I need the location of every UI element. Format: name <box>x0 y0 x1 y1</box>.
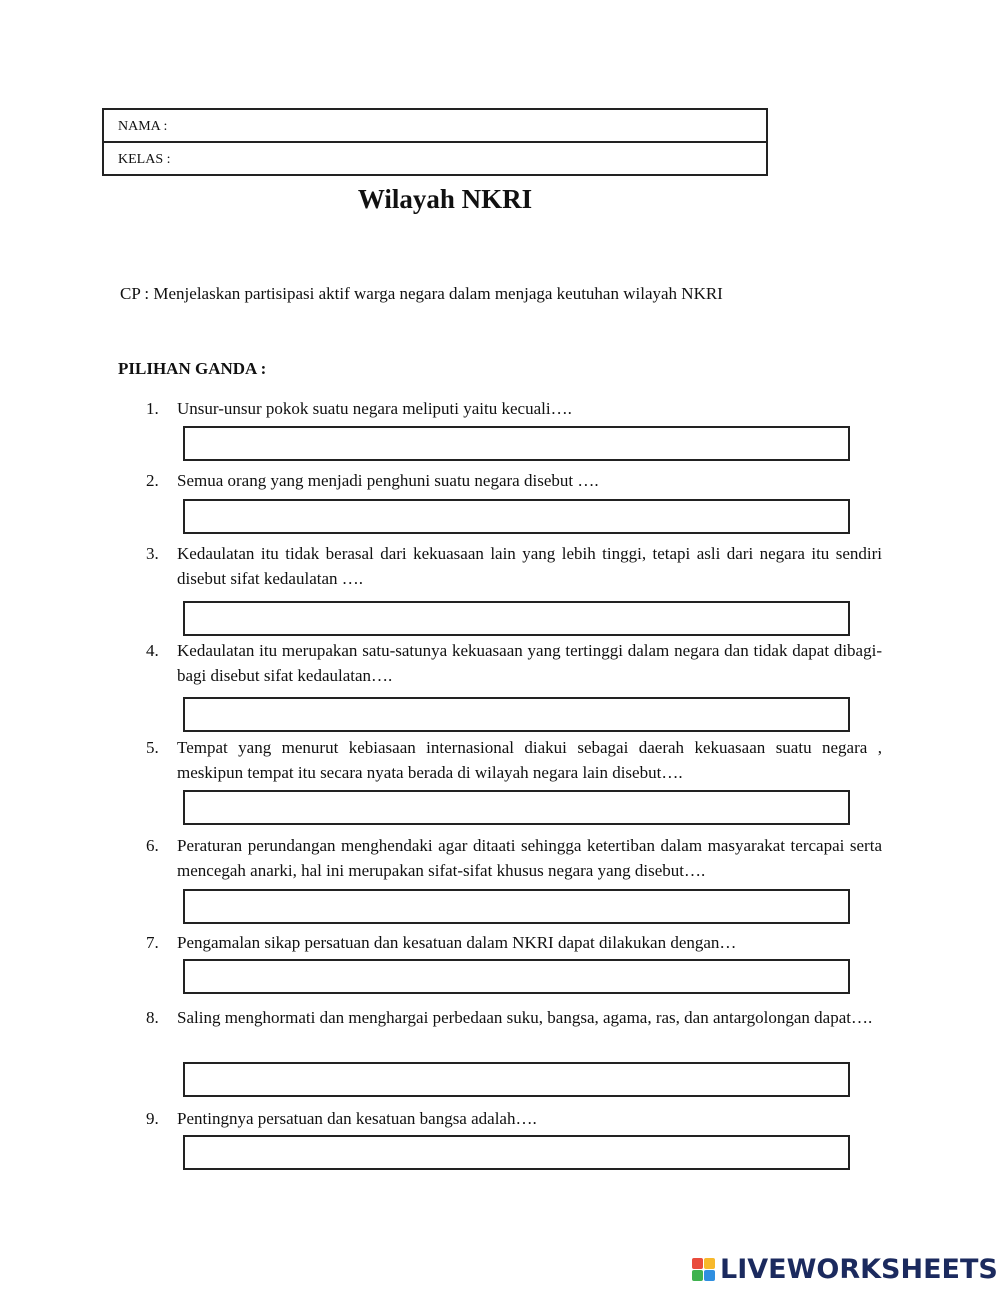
logo-square-blue <box>704 1270 715 1281</box>
question-6 <box>146 833 882 883</box>
answer-field-8[interactable] <box>183 1062 850 1097</box>
answer-field-3[interactable] <box>183 601 850 636</box>
name-row[interactable] <box>104 110 766 143</box>
question-number: 7. <box>146 933 159 952</box>
page-title: Wilayah NKRI <box>357 184 533 214</box>
answer-field-2[interactable] <box>183 499 850 534</box>
question-7 <box>146 930 882 955</box>
question-text: Pentingnya persatuan dan kesatuan bangsa adalah…. <box>177 1109 537 1128</box>
question-1 <box>146 396 882 421</box>
question-number: 9. <box>146 1109 159 1128</box>
question-text: Pengamalan sikap persatuan dan kesatuan dalam NKRI dapat dilakukan dengan… <box>177 933 737 952</box>
question-number: 6. <box>146 836 159 855</box>
logo-text: LIVEWORKSHEETS <box>720 1253 998 1285</box>
answer-field-6[interactable] <box>183 889 850 924</box>
question-number: 4. <box>146 641 159 660</box>
logo-square-red <box>692 1258 703 1269</box>
name-label: NAMA : <box>118 119 168 134</box>
question-number: 3. <box>146 544 159 563</box>
question-5 <box>146 735 882 785</box>
question-4 <box>146 638 882 688</box>
question-text: Saling menghormati dan menghargai perbedaan suku, bangsa, agama, ras, dan antargolongan dapat…. <box>177 1008 873 1027</box>
logo-grid-icon <box>692 1258 715 1281</box>
question-8 <box>146 1005 882 1030</box>
question-number: 8. <box>146 1008 159 1027</box>
question-2 <box>146 468 882 493</box>
class-label: KELAS : <box>118 152 171 167</box>
logo-square-yellow <box>704 1258 715 1269</box>
question-text: Peraturan perundangan menghendaki agar ditaati sehingga ketertiban dalam masyarakat tercapai serta mencegah anarki, hal ini merupakan sifat-sifat khusus negara yang disebut…. <box>177 836 882 880</box>
learning-objective: CP : Menjelaskan partisipasi aktif warga negara dalam menjaga keutuhan wilayah NKRI <box>120 284 723 303</box>
question-text: Kedaulatan itu tidak berasal dari kekuasaan lain yang lebih tinggi, tetapi asli dari negara itu sendiri disebut sifat kedaulatan …. <box>177 544 882 588</box>
question-text: Kedaulatan itu merupakan satu-satunya kekuasaan yang tertinggi dalam negara dan tidak dapat dibagi-bagi disebut sifat kedaulatan…. <box>177 641 882 685</box>
student-info-box <box>102 108 768 176</box>
logo-square-green <box>692 1270 703 1281</box>
answer-field-7[interactable] <box>183 959 850 994</box>
answer-field-9[interactable] <box>183 1135 850 1170</box>
liveworksheets-logo <box>692 1252 998 1286</box>
question-number: 2. <box>146 471 159 490</box>
question-text: Unsur-unsur pokok suatu negara meliputi yaitu kecuali…. <box>177 399 572 418</box>
question-text: Tempat yang menurut kebiasaan internasional diakui sebagai daerah kekuasaan suatu negara , meskipun tempat itu secara nyata berada di wilayah negara lain disebut…. <box>177 738 882 782</box>
question-number: 5. <box>146 738 159 757</box>
question-text: Semua orang yang menjadi penghuni suatu negara disebut …. <box>177 471 599 490</box>
question-9 <box>146 1106 882 1131</box>
section-title: PILIHAN GANDA : <box>118 359 267 378</box>
question-number: 1. <box>146 399 159 418</box>
answer-field-1[interactable] <box>183 426 850 461</box>
class-row[interactable] <box>104 143 766 176</box>
answer-field-5[interactable] <box>183 790 850 825</box>
answer-field-4[interactable] <box>183 697 850 732</box>
question-3 <box>146 541 882 591</box>
